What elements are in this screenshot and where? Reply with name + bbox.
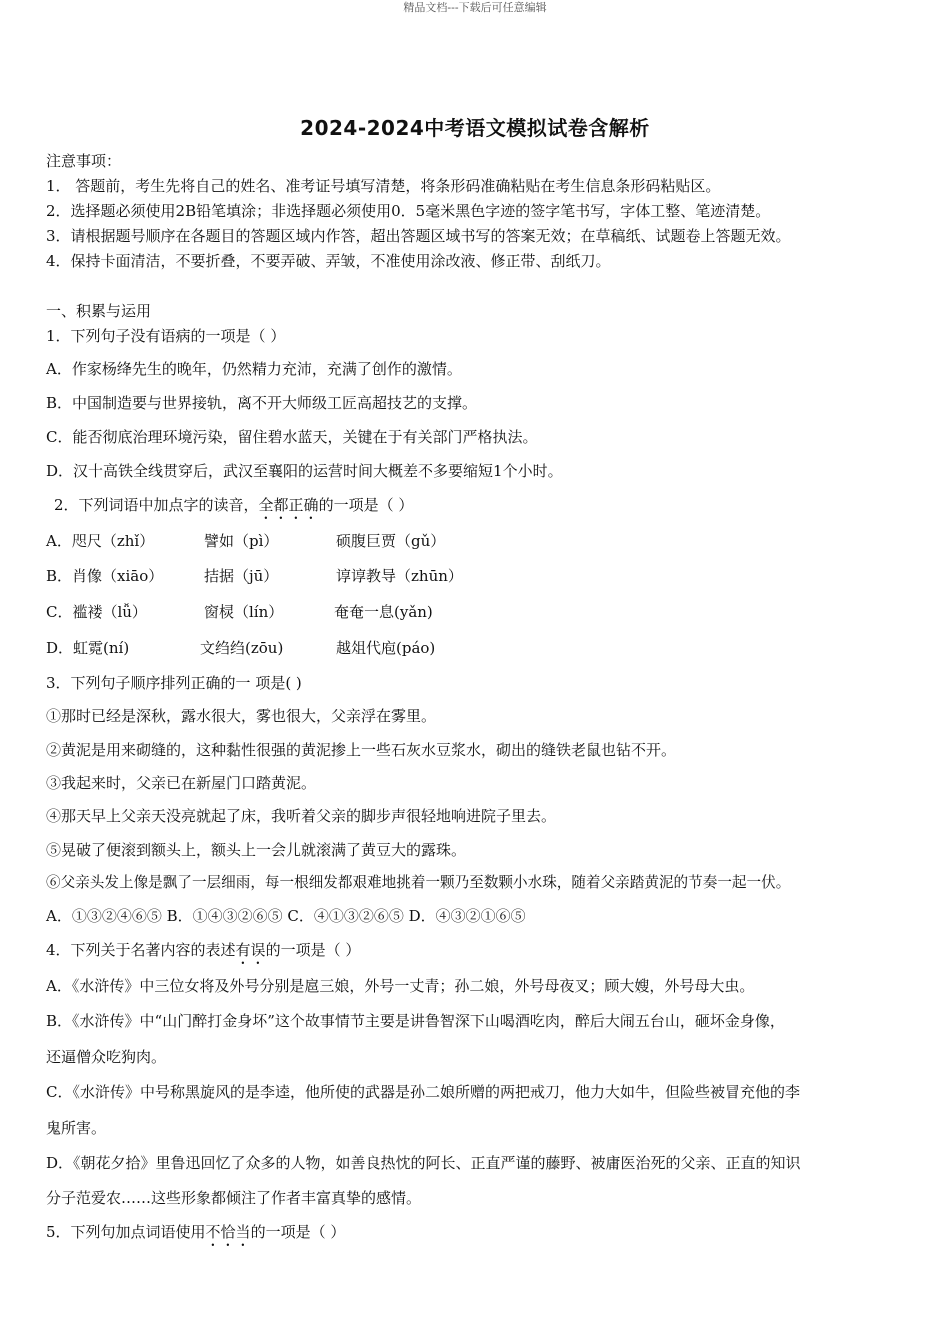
q3-sentence-2: ②黄泥是用来砌缝的，这种黏性很强的黄泥掺上一些石灰水豆浆水，砌出的缝铁老鼠也钻不开。	[46, 741, 677, 759]
q2-d-word2: 文绉绉(zōu)	[200, 639, 284, 657]
q4-stem-emphasis: 有误	[235, 941, 266, 959]
q2-stem-emphasis: 全都正确	[258, 496, 319, 514]
q3-sentence-5: ⑤晃破了便滚到额头上，额头上一会儿就滚满了黄豆大的露珠。	[46, 841, 467, 859]
q2-a-word1: A．咫尺（zhǐ）	[46, 532, 155, 550]
q2-stem-post: 的一项是（ ）	[318, 496, 414, 514]
q2-b-word2: 拮据（jū）	[204, 567, 279, 585]
q4-option-d: D．《朝花夕拾》里鲁迅回忆了众多的人物，如善良热忱的阿长、正直严谨的藤野、被庸医治死的父亲、正直的知识	[46, 1154, 801, 1172]
q2-stem-pre: 2．下列词语中加点字的读音，	[54, 496, 259, 514]
q4-option-a: A．《水浒传》中三位女将及外号分别是扈三娘，外号一丈青；孙二娘，外号母夜叉；顾大嫂，外号母大虫。	[46, 977, 755, 995]
q4-option-c-cont: 鬼所害。	[46, 1119, 107, 1137]
q1-option-d: D．汉十高铁全线贯穿后，武汉至襄阳的运营时间大概差不多要缩短1个小时。	[46, 462, 563, 480]
page-watermark: 精品文档---下载后可任意编辑	[403, 1, 547, 14]
notice-item-4: 4．保持卡面清洁，不要折叠，不要弄破、弄皱，不准使用涂改液、修正带、刮纸刀。	[46, 252, 611, 270]
q4-option-b-cont: 还逼僧众吃狗肉。	[46, 1048, 167, 1066]
q1-option-c: C．能否彻底治理环境污染，留住碧水蓝天，关键在于有关部门严格执法。	[46, 428, 538, 446]
q5-stem-post: 的一项是（ ）	[250, 1223, 346, 1241]
q2-c-word2: 窗棂（lín）	[204, 603, 284, 621]
q5-stem-emphasis: 不恰当	[205, 1223, 251, 1241]
section-heading: 一、积累与运用	[46, 302, 152, 320]
q5-stem-pre: 5．下列句加点词语使用	[46, 1223, 206, 1241]
q2-c-word1: C．褴褛（lǚ）	[46, 603, 147, 621]
q1-stem: 1．下列句子没有语病的一项是（ ）	[46, 327, 286, 345]
q1-option-b: B．中国制造要与世界接轨，离不开大师级工匠高超技艺的支撑。	[46, 394, 478, 412]
q2-a-word2: 譬如（pì）	[204, 532, 279, 550]
notice-item-1: 1． 答题前，考生先将自己的姓名、准考证号填写清楚，将条形码准确粘贴在考生信息条形码粘贴区。	[46, 177, 721, 195]
notice-item-2: 2．选择题必须使用2B铅笔填涂；非选择题必须使用0．5毫米黑色字迹的签字笔书写，字体工整、笔迹清楚。	[46, 202, 771, 220]
q4-option-c: C．《水浒传》中号称黑旋风的是李逵，他所使的武器是孙二娘所赠的两把戒刀，他力大如牛，但险些被冒充他的李	[46, 1083, 800, 1101]
q2-d-word1: D．虹霓(ní)	[46, 639, 130, 657]
q2-b-word3: 谆谆教导（zhūn）	[336, 567, 463, 585]
q3-sentence-3: ③我起来时，父亲已在新屋门口踏黄泥。	[46, 774, 317, 792]
q3-sentence-6: ⑥父亲头发上像是飘了一层细雨，每一根细发都艰难地挑着一颗乃至数颗小水珠，随着父亲踏黄泥的节奏一起一伏。	[46, 874, 791, 891]
q4-stem	[46, 940, 360, 968]
notice-item-3: 3．请根据题号顺序在各题目的答题区域内作答，超出答题区域书写的答案无效；在草稿纸、试题卷上答题无效。	[46, 227, 791, 245]
q2-d-word3: 越俎代庖(páo)	[336, 639, 436, 657]
notice-heading: 注意事项：	[46, 152, 122, 170]
q4-option-b: B．《水浒传》中“山门醉打金身坏”这个故事情节主要是讲鲁智深下山喝酒吃肉，醉后大闹五台山，砸坏金身像，	[46, 1012, 785, 1030]
q3-options: A．①③②④⑥⑤ B．①④③②⑥⑤ C．④①③②⑥⑤ D．④③②①⑥⑤	[46, 907, 526, 925]
q4-stem-pre: 4．下列关于名著内容的表述	[46, 941, 236, 959]
q3-stem: 3．下列句子顺序排列正确的一 项是( )	[46, 674, 302, 692]
q2-stem	[54, 495, 413, 523]
q2-b-word1: B．肖像（xiāo）	[46, 567, 164, 585]
q2-c-word3: 奄奄一息(yǎn)	[334, 603, 433, 621]
q4-option-d-cont: 分子范爱农……这些形象都倾注了作者丰富真挚的感情。	[46, 1189, 422, 1207]
q3-sentence-4: ④那天早上父亲天没亮就起了床，我听着父亲的脚步声很轻地响进院子里去。	[46, 807, 557, 825]
q2-a-word3: 硕腹巨贾（gǔ）	[336, 532, 446, 550]
document-title: 2024-2024中考语文模拟试卷含解析	[300, 116, 650, 140]
q4-stem-post: 的一项是（ ）	[265, 941, 361, 959]
q1-option-a: A．作家杨绛先生的晚年，仍然精力充沛，充满了创作的激情。	[46, 360, 462, 378]
q5-stem	[46, 1222, 345, 1250]
q3-sentence-1: ①那时已经是深秋，露水很大，雾也很大，父亲浮在雾里。	[46, 707, 437, 725]
